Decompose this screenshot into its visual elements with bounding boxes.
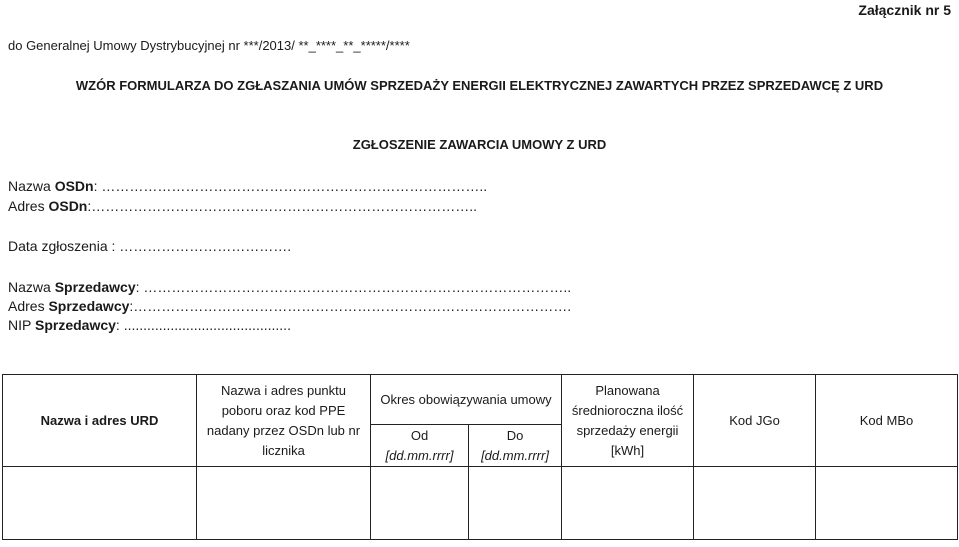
- header-urd: Nazwa i adres URD: [3, 375, 197, 467]
- field-osd-name: Nazwa OSDn: ………………………………………………………………………..: [8, 178, 488, 194]
- table-cell[interactable]: [562, 467, 694, 540]
- table-cell[interactable]: [469, 467, 562, 540]
- header-planned-volume: Planowana średnioroczna ilość sprzedaży energii [kWh]: [562, 375, 694, 467]
- header-point: Nazwa i adres punktu poboru oraz kod PPE nadany przez OSDn lub nr licznika: [197, 375, 371, 467]
- header-mbo: Kod MBo: [816, 375, 958, 467]
- table-cell[interactable]: [3, 467, 197, 540]
- field-osd-address: Adres OSDn:………………………………………………………………………..: [8, 198, 478, 214]
- agreement-reference: do Generalnej Umowy Dystrybucyjnej nr ***/2013/ **_****_**_*****/****: [8, 38, 410, 53]
- contracts-table: [2, 374, 958, 540]
- field-seller-name: Nazwa Sprzedawcy: ………………………………………………………………………………..: [8, 279, 572, 295]
- form-subtitle: ZGŁOSZENIE ZAWARCIA UMOWY Z URD: [352, 137, 607, 152]
- field-date: Data zgłoszenia : ……………………………….: [8, 238, 292, 254]
- header-period: Okres obowiązywania umowy: [371, 375, 562, 425]
- attachment-label: Załącznik nr 5: [858, 2, 951, 18]
- table-cell[interactable]: [816, 467, 958, 540]
- table-cell[interactable]: [694, 467, 816, 540]
- table-row: [3, 467, 958, 540]
- field-seller-address: Adres Sprzedawcy:………………………………………………………………………………….: [8, 298, 572, 314]
- header-to: Do [dd.mm.rrrr]: [469, 425, 562, 467]
- header-jgo: Kod JGo: [694, 375, 816, 467]
- table-cell[interactable]: [371, 467, 469, 540]
- field-seller-nip: NIP Sprzedawcy: ...........................................: [8, 317, 291, 333]
- form-title: WZÓR FORMULARZA DO ZGŁASZANIA UMÓW SPRZEDAŻY ENERGII ELEKTRYCZNEJ ZAWARTYCH PRZEZ SPRZEDAWCĘ Z URD: [75, 78, 884, 93]
- table-cell[interactable]: [197, 467, 371, 540]
- header-from: Od [dd.mm.rrrr]: [371, 425, 469, 467]
